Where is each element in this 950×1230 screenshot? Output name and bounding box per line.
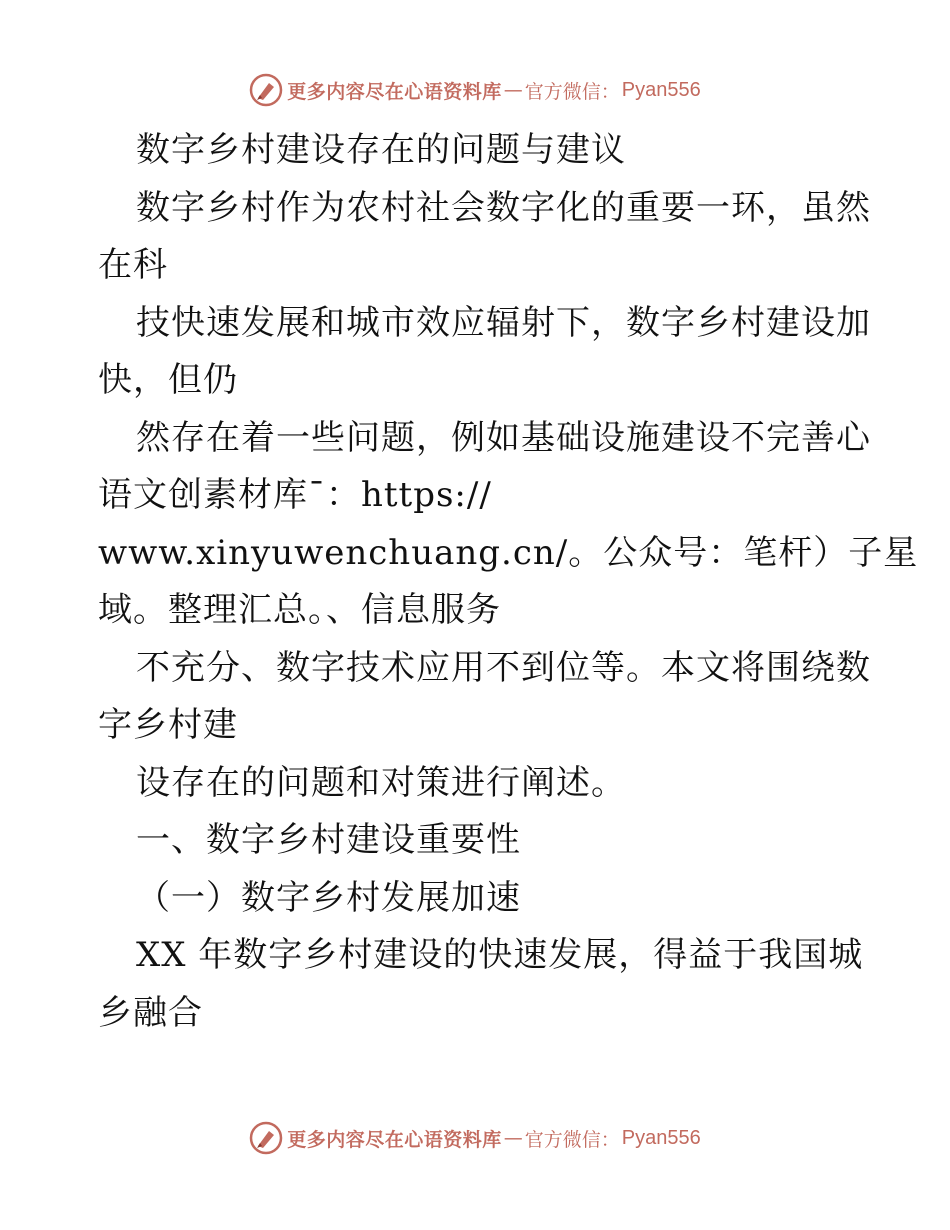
doc-line: XX 年数字乡村建设的快速发展，得益于我国城 xyxy=(136,935,864,975)
doc-line: 数字乡村作为农村社会数字化的重要一环，虽然 xyxy=(136,187,871,228)
doc-line: 快，但仍 xyxy=(98,360,238,400)
subsection-heading: （一）数字乡村发展加速 xyxy=(136,877,521,918)
pen-nib-logo-icon xyxy=(249,1121,283,1155)
doc-line: 语文创素材库¯：https:// xyxy=(98,475,492,515)
footer-banner xyxy=(0,1118,950,1158)
section-heading: 一、数字乡村建设重要性 xyxy=(136,820,521,860)
banner-separator: — xyxy=(503,79,523,101)
doc-line: 域。整理汇总。、信息服务 xyxy=(98,590,501,630)
doc-line: 乡融合 xyxy=(98,992,203,1033)
pen-nib-logo-icon xyxy=(249,73,283,107)
header-banner xyxy=(0,70,950,110)
doc-line: www.xinyuwenchuang.cn/。公众号：笔杆）子星 xyxy=(98,532,919,573)
banner-separator: — xyxy=(503,1127,523,1149)
doc-line: 不充分、数字技术应用不到位等。本文将围绕数 xyxy=(136,647,871,688)
doc-line: 然存在着一些问题，例如基础设施建设不完善心 xyxy=(136,417,871,458)
document-body xyxy=(98,122,919,1042)
doc-title: 数字乡村建设存在的问题与建议 xyxy=(136,130,626,170)
doc-line: 设存在的问题和对策进行阐述。 xyxy=(136,762,626,803)
doc-line: 在科 xyxy=(98,245,168,285)
banner-brand-text: 更多内容尽在心语资料库 xyxy=(287,80,502,103)
banner-wechat-id: Pyan556 xyxy=(621,78,701,101)
banner-wechat-label: 官方微信： xyxy=(524,80,620,103)
doc-line: 字乡村建 xyxy=(98,705,238,745)
doc-line: 技快速发展和城市效应辐射下，数字乡村建设加 xyxy=(136,302,871,343)
banner-wechat-id: Pyan556 xyxy=(621,1126,701,1149)
banner-brand-text: 更多内容尽在心语资料库 xyxy=(287,1128,502,1151)
banner-wechat-label: 官方微信： xyxy=(524,1128,620,1151)
